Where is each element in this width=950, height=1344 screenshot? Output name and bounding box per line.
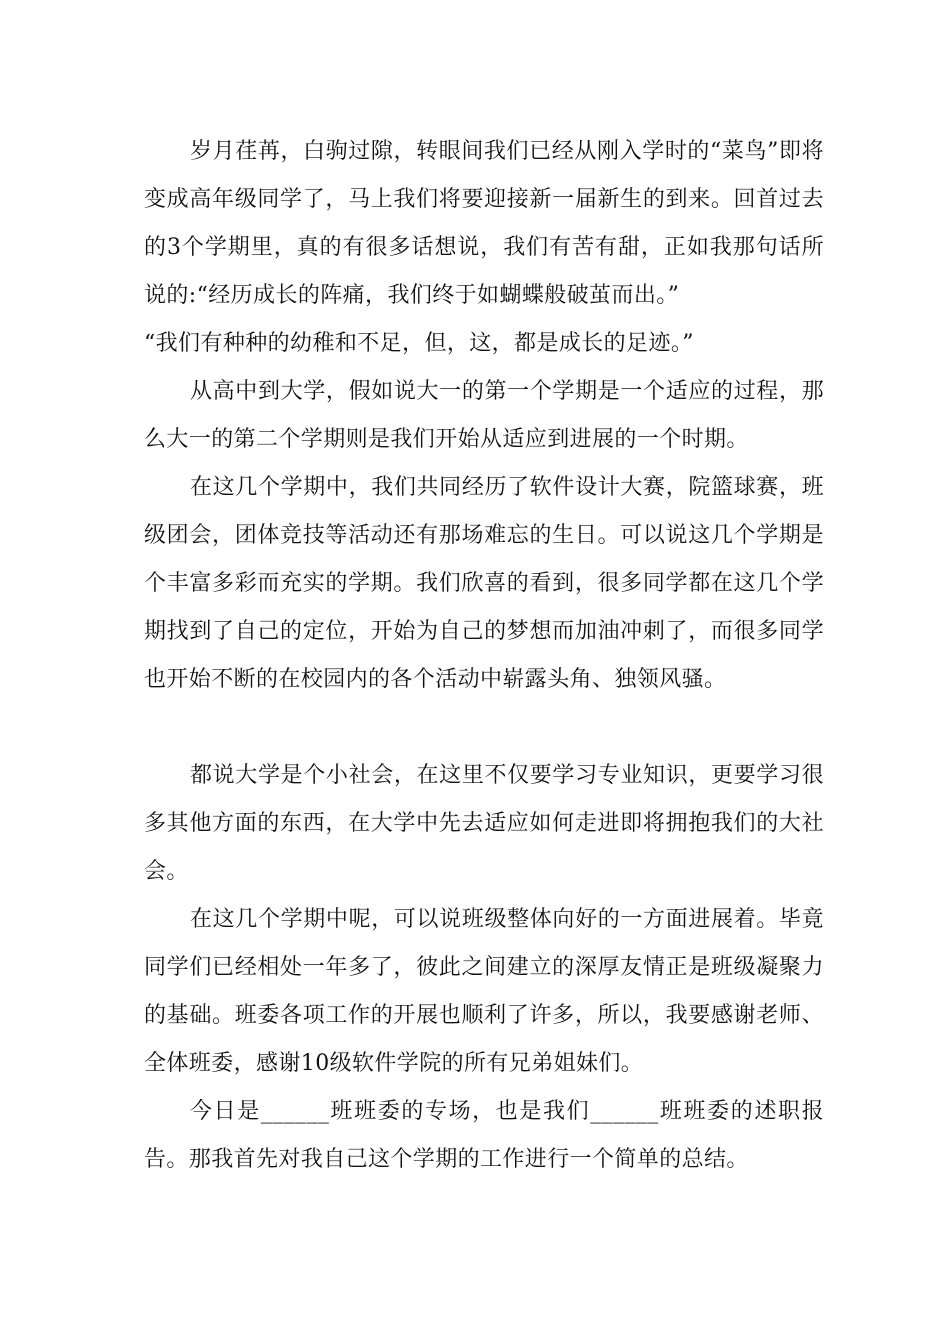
paragraph-spacer <box>144 704 824 752</box>
paragraph-progress: 在这几个学期中呢，可以说班级整体向好的一方面进展着。毕竟同学们已经相处一年多了，彼此之间建立的深厚友情正是班级凝聚力的基础。班委各项工作的开展也顺利了许多，所以，我要感谢老师、全体班委，感谢10级软件学院的所有兄弟姐妹们。 <box>144 907 824 1076</box>
paragraph-society: 都说大学是个小社会，在这里不仅要学习专业知识，更要学习很多其他方面的东西，在大学中先去适应如何走进即将拥抱我们的大社会。 <box>144 763 824 884</box>
paragraph-intro: 岁月荏苒，白驹过隙，转眼间我们已经从刚入学时的“菜鸟”即将变成高年级同学了，马上我们将要迎接新一届新生的到来。回首过去的3个学期里，真的有很多话想说，我们有苦有甜，正如我那句话所说的:“经历成长的阵痛，我们终于如蝴蝶般破茧而出。” <box>144 139 824 308</box>
paragraph-activities: 在这几个学期中，我们共同经历了软件设计大赛，院篮球赛，班级团会，团体竞技等活动还有那场难忘的生日。可以说这几个学期是个丰富多彩而充实的学期。我们欣喜的看到，很多同学都在这几个学期找到了自己的定位，开始为自己的梦想而加油冲刺了，而很多同学也开始不断的在校园内的各个活动中崭露头角、独领风骚。 <box>144 475 824 692</box>
document-body <box>144 128 824 1184</box>
paragraph-report: 今日是______班班委的专场，也是我们______班班委的述职报告。那我首先对我自己这个学期的工作进行一个简单的总结。 <box>144 1099 824 1172</box>
paragraph-quote: “我们有种种的幼稚和不足，但，这，都是成长的足迹。” <box>144 331 694 356</box>
paragraph-transition: 从高中到大学，假如说大一的第一个学期是一个适应的过程，那么大一的第二个学期则是我们开始从适应到进展的一个时期。 <box>144 379 824 452</box>
